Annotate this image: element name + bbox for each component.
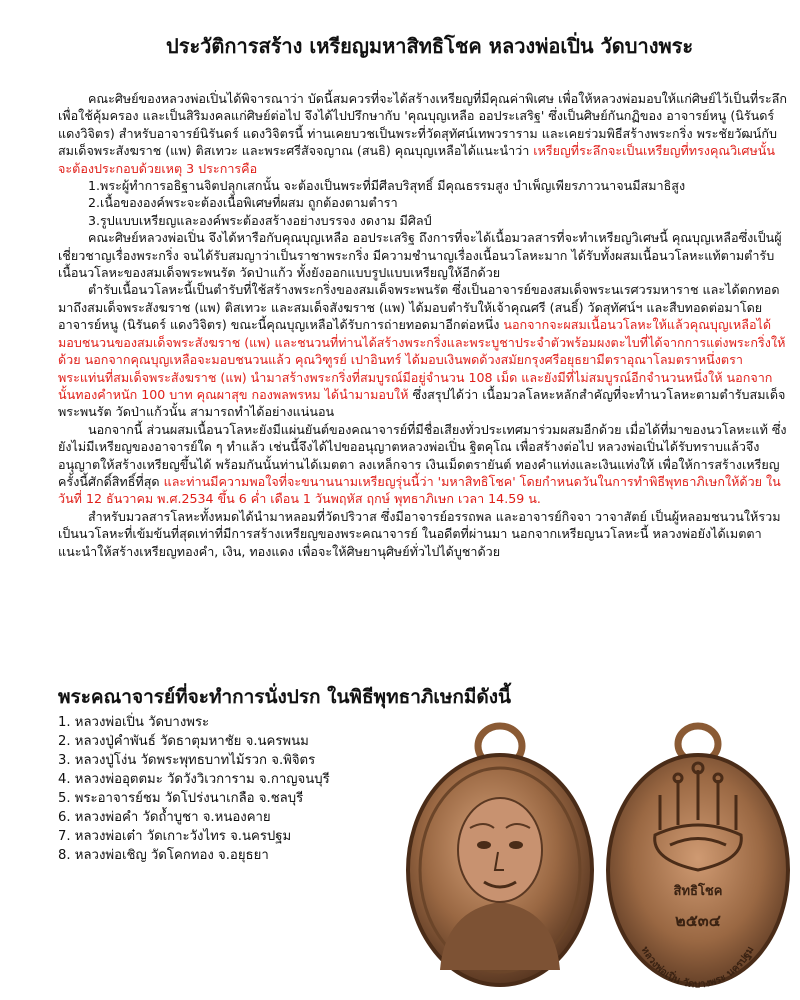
coin-front-image — [400, 720, 600, 990]
paragraph-recipe: คณะศิษย์หลวงพ่อเปิ่น จึงได้หารือกับคุณบุญเหลือ ออประเสริฐ ถึงการที่จะได้เนื้อมวลสารที่จะทำเหรียญวิเศษนี้ คุณบุญเหลือซึ่งเป็นผู้เชี่ยวชาญเรื่องพระกริ่ง จนได้รับสมญาว่าเป็นราชาพระกริ่ง มีความชำนาญเรื่องเนื้อนวโลหะมาก ได้รับทั้งผสมเนื้อนวโลหะแท้ตามตำรับเนื้อนวโลหะของสมเด็จพระพนรัต วัดป่าแก้ว ทั้งยังออกแบบรูปแบบเหรียญให้อีกด้วย — [58, 230, 782, 281]
paragraph-text: ตำรับเนื้อนวโลหะนี้เป็นตำรับที่ใช้สร้างพระกริ่งของสมเด็จพระพนรัต ซึ่งเป็นอาจารย์ของสมเด็จพระนเรศวรมหาราช และได้ตกทอดมาถึงสมเด็จพระสังฆราช (แพ) ติสเทวะ และสมเด็จสังฆราช (แพ) ได้มอบตำรับให้เจ้าคุณศรี (สนธิ์) วัดสุทัศน์ฯ และสืบทอดต่อมาโดยอาจารย์หนู (นิรันดร์ แดงวิจิตร) ขณะนี้คุณบุญเหลือได้รับการถ่ายทอดมาอีกต่อหนึ่ง — [58, 282, 780, 333]
coin-back-image — [600, 720, 795, 990]
monks-heading: พระคณาจารย์ที่จะทำการนั่งปรก ในพิธีพุทธาภิเษกมีดังนี้ — [58, 686, 512, 708]
coin-back-ring-text: หลวงพ่อเปิ่น วัดบางพระ นครปฐม — [638, 944, 757, 990]
paragraph-text: นอกจากนี้ ส่วนผสมเนื้อนวโลหะยังมีแผ่นยันต์ของคณาจารย์ที่มีชื่อเสียงทั่วประเทศมาร่วมผสมอีกด้วย เมื่อได้ที่มาของนวโลหะแท้ ซึ่งยังไม่มีเหรียญของอาจารย์ใด ๆ ทำแล้ว เช่นนี้จึงได้ไปขออนุญาตหลวงพ่อเปิ่น ฐิตคุโณ เพื่อสร้างต่อไป หลวงพ่อเปิ่นได้รับทราบแล้วจึงอนุญาตให้สร้างเหรียญขึ้นได้ พร้อมกันนั้นท่านได้เมตตา ลงเหล็กจาร เงินเม็ดตรายันต์ ทองคำแท่งและเงินแท่งให้ เพื่อให้การสร้างเหรียญครั้งนี้ศักดิ์สิทธิ์ที่สุด — [58, 421, 787, 489]
list-item: 4. หลวงพ่ออุตตมะ วัดวังวิเวการาม จ.กาญจนบุรี — [58, 772, 330, 787]
list-item: 1. หลวงพ่อเปิ่น วัดบางพระ — [58, 715, 210, 730]
monks-list — [58, 713, 330, 865]
history-article — [58, 90, 788, 560]
coin-back-year: ๒๕๓๔ — [675, 911, 721, 930]
paragraph-lineage — [58, 281, 788, 420]
list-item: 2.เนื้อขององค์พระจะต้องเนื้อพิเศษที่ผสม ถูกต้องตามตำรา — [88, 195, 398, 211]
coin-back-text: สิทธิโชค — [673, 884, 723, 899]
conditions-list — [58, 177, 788, 229]
list-item: 7. หลวงพ่อเต๋า วัดเกาะวังไทร จ.นครปฐม — [58, 829, 292, 844]
paragraph-text: ซึ่งสรุปได้ว่า เนื้อมวลโลหะหลักสำคัญที่จะทำนวโลหะตามตำรับสมเด็จพระพนรัต วัดป่าแก้วนั้น สามารถทำได้อย่างแน่นอน — [58, 386, 786, 420]
list-item: 3. หลวงปู่โง่น วัดพระพุทธบาทไม้รวก จ.พิจิตร — [58, 753, 316, 768]
highlight-text: นอกจากจะผสมเนื้อนวโลหะให้แล้วคุณบุญเหลือได้มอบชนวนของสมเด็จพระสังฆราช (แพ) และชนวนที่ท่านได้สร้างพระกริ่งและพระบูชาประจำตัวพร้อมผงตะไบที่ได้จากการแต่งพระกริ่งให้ด้วย นอกจากคุณบุญเหลือจะมอบชนวนแล้ว คุณวิฑูรย์ เปาอินทร์ ได้มอบเงินพดด้วงสมัยกรุงศรีอยุธยามีตราอุณาโลมตราหนึ่งตราพระแท่นที่สมเด็จพระสังฆราช (แพ) นำมาสร้างพระกริ่งที่สมบูรณ์มีอยู่จำนวน 108 เม็ด และยังมีที่ไม่สมบูรณ์อีกจำนวนหนึ่งให้ นอกจากนั้นทองคำหนัก 100 บาท คุณผาสุข กองพลพรหม ได้นำมามอบให้ — [58, 317, 786, 402]
paragraph-casting: สำหรับมวลสารโลหะทั้งหมดได้นำมาหลอมที่วัดปริวาส ซึ่งมีอาจารย์อรรถพล และอาจารย์กิจจา วาจาสัตย์ เป็นผู้หลอมชนวนให้รวมเป็นนวโลหะที่เข้มข้นที่สุดเท่าที่มีการสร้างเหรียญของพระคณาจารย์ ในอดีตที่ผ่านมา นอกจากเหรียญนวโลหะนี้ หลวงพ่อยังได้เมตตาแนะนำให้สร้างเหรียญทองคำ, เงิน, ทองแดง เพื่อจะให้ศิษยานุศิษย์ทั่วไปได้บูชาด้วย — [58, 508, 781, 559]
list-item: 8. หลวงพ่อเชิญ วัดโคกทอง จ.อยุธยา — [58, 848, 269, 863]
paragraph-permission — [58, 421, 788, 508]
highlight-text: และท่านมีความพอใจที่จะขนานนามเหรียญรุ่นนี้ว่า 'มหาสิทธิโชค' โดยกำหนดวันในการทำพิธีพุทธาภิเษกให้ด้วย ในวันที่ 12 ธันวาคม พ.ศ.2534 ขึ้น 6 ค่ำ เดือน 1 วันพฤหัส ฤกษ์ พุทธาภิเษก เวลา 14.59 น. — [58, 473, 781, 507]
list-item: 6. หลวงพ่อคำ วัดถ้ำบูชา จ.หนองคาย — [58, 810, 271, 825]
list-item: 1.พระผู้ทำการอธิฐานจิตปลุกเสกนั้น จะต้องเป็นพระที่มีศีลบริสุทธิ์ มีคุณธรรมสูง บำเพ็ญเพียรภาวนาจนมีสมาธิสูง — [88, 178, 686, 194]
paragraph-text: คณะศิษย์ของหลวงพ่อเปิ่นได้พิจารณาว่า บัดนี้สมควรที่จะได้สร้างเหรียญที่มีคุณค่าพิเศษ เพื่อให้หลวงพ่อมอบให้แก่ศิษย์ไว้เป็นที่ระลึกเพื่อใช้คุ้มครอง และเป็นสิริมงคลแก่ศิษย์ต่อไป จึงได้ไปปรึกษากับ 'คุณบุญเหลือ ออประเสริฐ' ซึ่งเป็นศิษย์กันกฏิของ อาจารย์หนู (นิรันดร์ แดงวิจิตร) สำหรับอาจารย์นิรันดร์ แดงวิจิตรนี้ ท่านเคยบวชเป็นพระที่วัดสุทัศน์เทพวราราม และเคยร่วมพิธีสร้างพระกริ่ง พระชัยวัฒน์กับสมเด็จพระสังฆราช (แพ) ติสเทวะ และพระศรีสัจจญาณ (สนธิ) คุณบุญเหลือได้แนะนำว่า — [58, 91, 788, 159]
highlight-text: เหรียญที่ระลึกจะเป็นเหรียญที่ทรงคุณวิเศษนั้นจะต้องประกอบด้วยเหตุ 3 ประการคือ — [58, 143, 775, 176]
paragraph-intro — [58, 90, 788, 177]
list-item: 2. หลวงปู่คำพันธ์ วัดธาตุมหาชัย จ.นครพนม — [58, 734, 309, 749]
list-item: 3.รูปแบบเหรียญและองค์พระต้องสร้างอย่างบรรจง งดงาม มีศิลป์ — [88, 212, 432, 228]
page-title: ประวัติการสร้าง เหรียญมหาสิทธิโชค หลวงพ่อเปิ่น วัดบางพระ — [166, 34, 694, 58]
list-item: 5. พระอาจารย์ชม วัดโปร่งนาเกลือ จ.ชลบุรี — [58, 791, 304, 806]
